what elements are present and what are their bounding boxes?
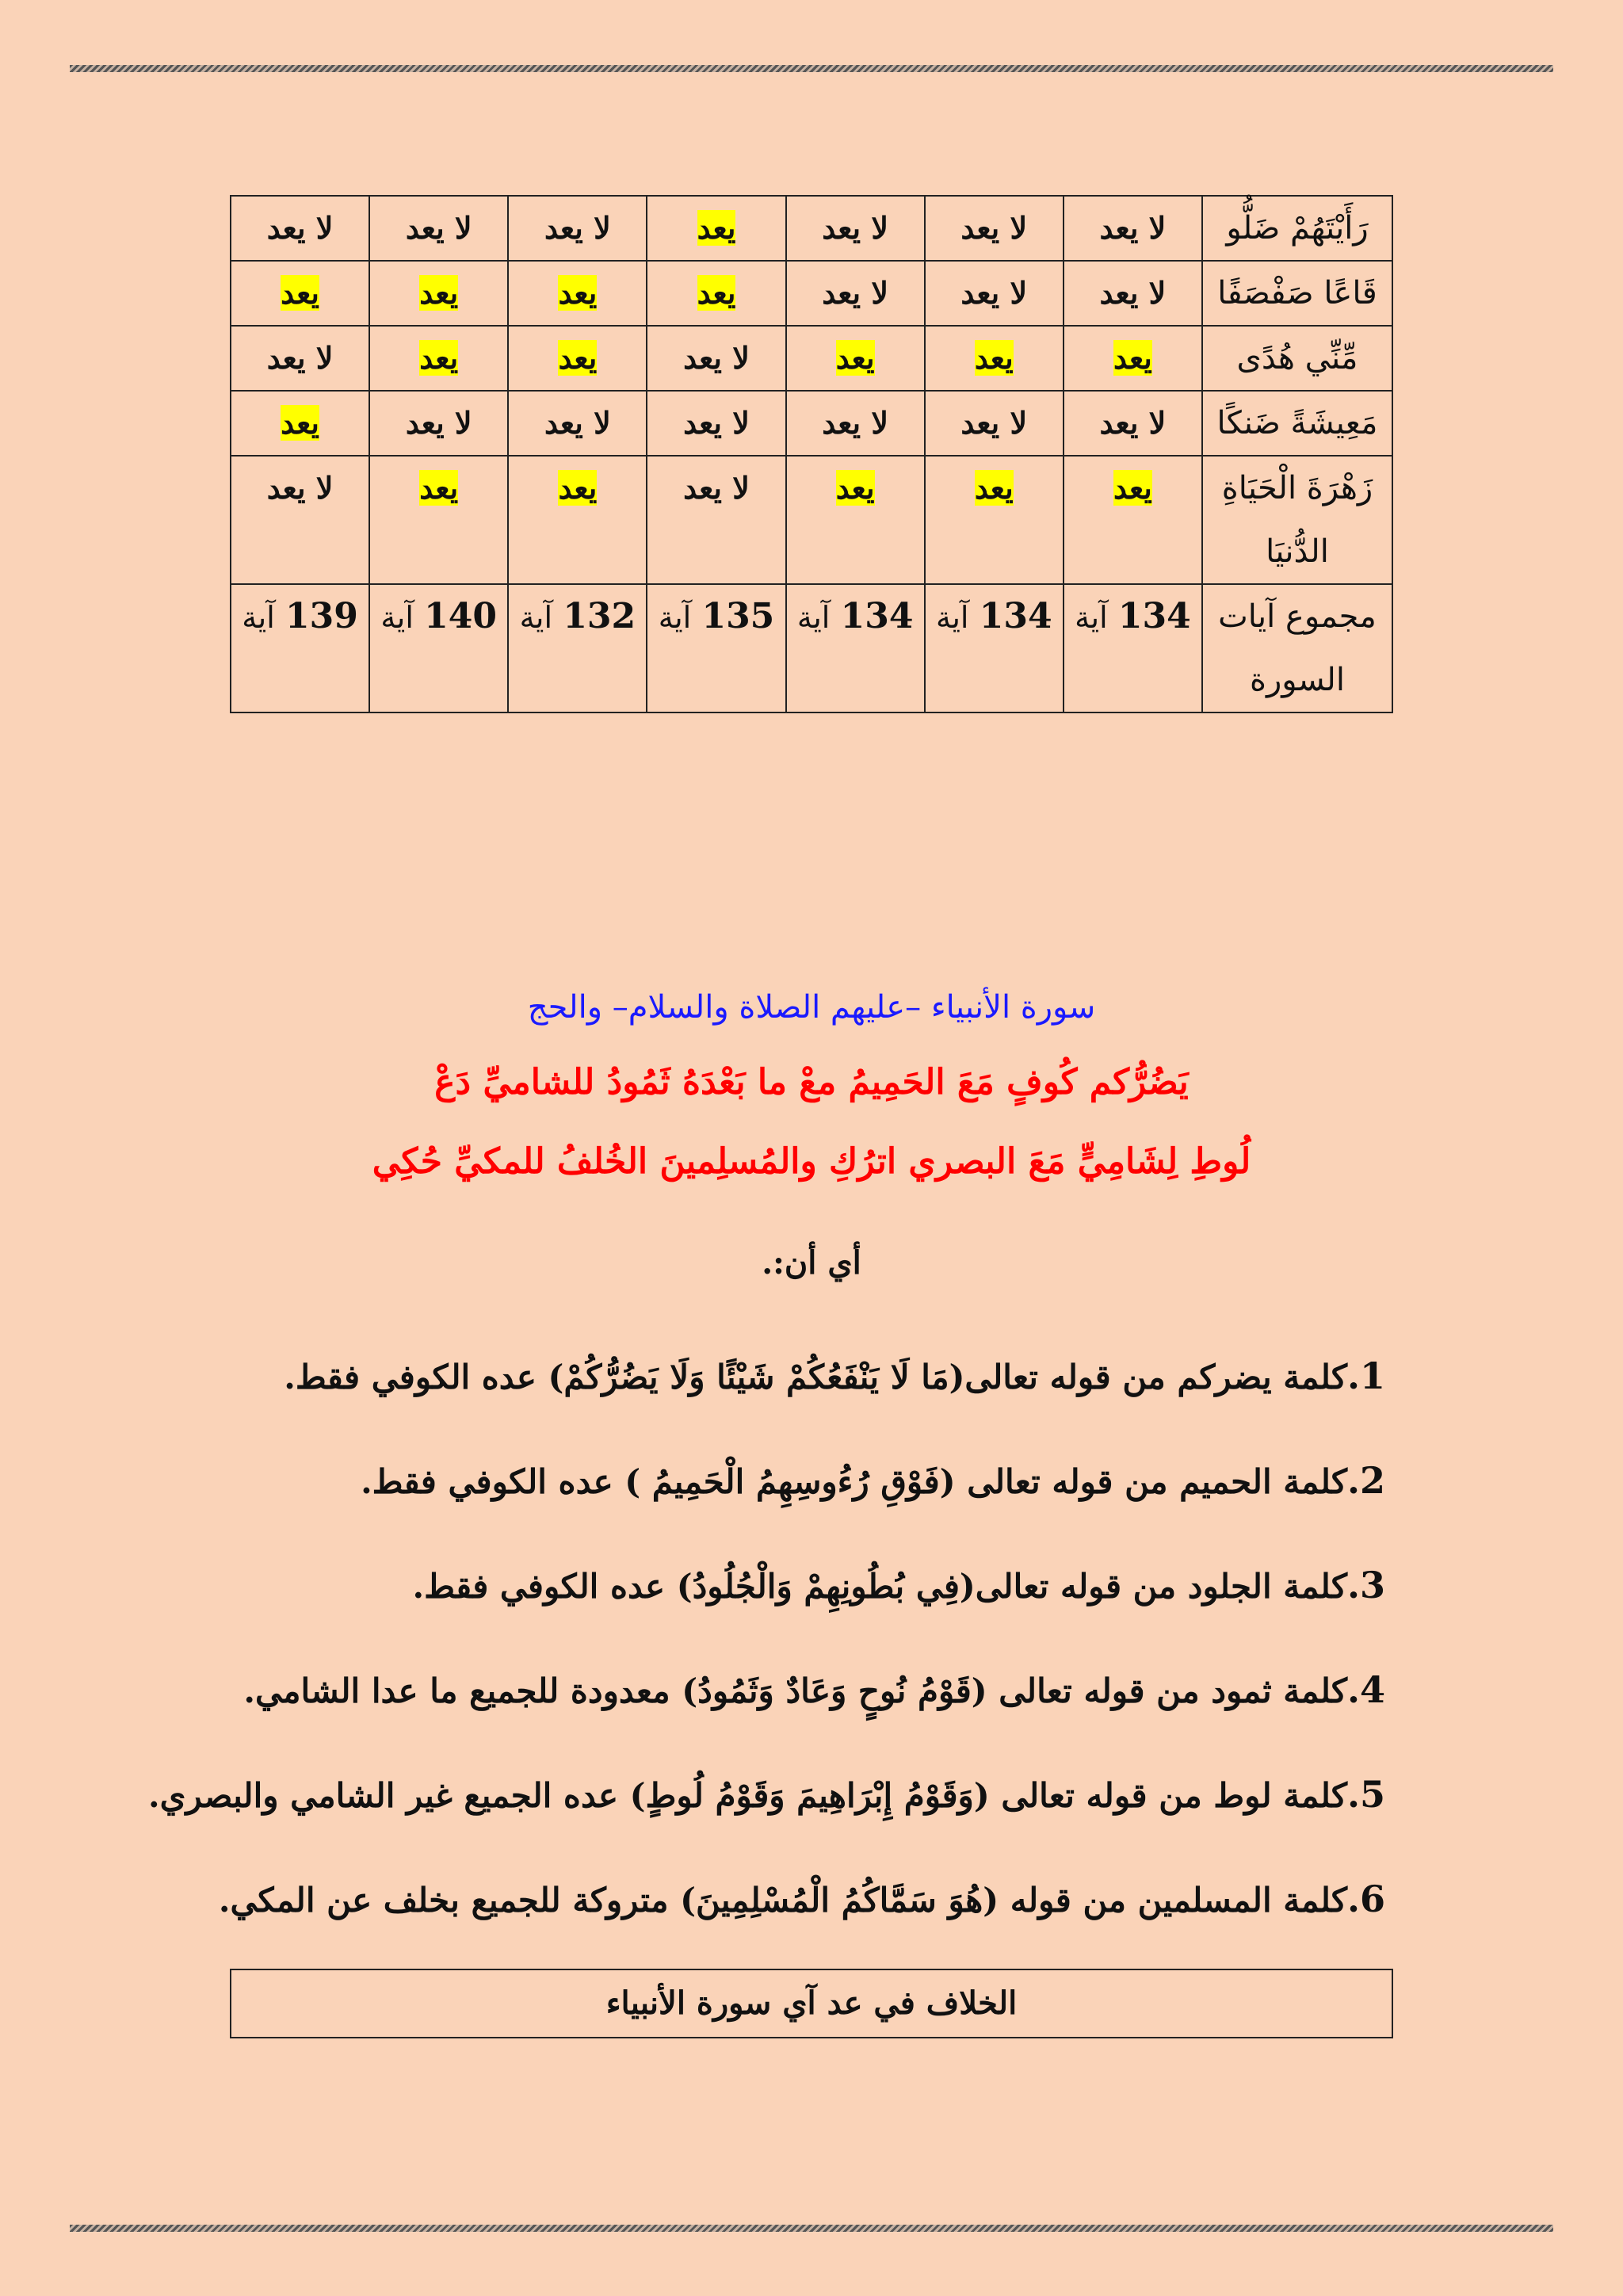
table-row [231, 326, 1392, 391]
count-cell [1064, 326, 1202, 391]
total-value: 139 [285, 596, 358, 636]
counted-marker: يعد [419, 275, 459, 311]
not-counted-marker: لا يعد [405, 210, 472, 246]
list-item: 6.كلمة المسلمين من قوله (هُوَ سَمَّاكُمُ الْمُسْلِمِينَ) متروكة للجميع بخلف عن المكي. [218, 1878, 1385, 1920]
verse-count-table [230, 195, 1393, 713]
count-cell [231, 326, 369, 391]
counted-marker: يعد [697, 275, 736, 311]
counted-marker: يعد [1113, 470, 1152, 506]
count-cell [786, 196, 925, 261]
total-cell [925, 584, 1064, 712]
count-cell [1064, 391, 1202, 456]
counted-marker: يعد [697, 210, 736, 246]
total-value: 134 [1117, 596, 1191, 636]
count-cell [369, 391, 508, 456]
counted-marker: يعد [558, 275, 598, 311]
not-counted-marker: لا يعد [266, 210, 334, 246]
list-item: 1.كلمة يضركم من قوله تعالى(مَا لَا يَنْفَعُكُمْ شَيْئًا وَلَا يَضُرُّكُمْ) عده الكوفي فقط. [284, 1354, 1385, 1397]
not-counted-marker: لا يعد [266, 470, 334, 506]
row-label: رَأَيْتَهُمْ ضَلُّو [1202, 196, 1392, 261]
not-counted-marker: لا يعد [544, 405, 611, 441]
count-cell [369, 261, 508, 326]
counted-marker: يعد [419, 340, 459, 376]
list-item: 5.كلمة لوط من قوله تعالى (وَقَوْمُ إِبْرَاهِيمَ وَقَوْمُ لُوطٍ) عده الجميع غير الشامي والبصري. [148, 1773, 1385, 1816]
count-cell [925, 196, 1064, 261]
explanation-list [148, 1324, 1385, 1951]
total-value: 140 [424, 596, 498, 636]
not-counted-marker: لا يعد [822, 210, 889, 246]
not-counted-marker: لا يعد [960, 210, 1028, 246]
count-cell [231, 391, 369, 456]
list-item: 4.كلمة ثمود من قوله تعالى (قَوْمُ نُوحٍ وَعَادٌ وَثَمُودُ) معدودة للجميع ما عدا الشامي. [243, 1668, 1385, 1711]
total-unit: آية [380, 600, 414, 635]
not-counted-marker: لا يعد [544, 210, 611, 246]
not-counted-marker: لا يعد [1099, 405, 1167, 441]
total-cell [231, 584, 369, 712]
count-cell [508, 391, 647, 456]
not-counted-marker: لا يعد [683, 340, 750, 376]
counted-marker: يعد [281, 405, 319, 441]
counted-marker: يعد [419, 470, 459, 506]
count-cell [231, 456, 369, 584]
count-cell [231, 196, 369, 261]
not-counted-marker: لا يعد [960, 275, 1028, 311]
count-cell [786, 261, 925, 326]
list-item: 2.كلمة الحميم من قوله تعالى (فَوْقِ رُءُوسِهِمُ الْحَمِيمُ ) عده الكوفي فقط. [361, 1459, 1385, 1502]
counted-marker: يعد [974, 340, 1014, 376]
total-cell [369, 584, 508, 712]
total-unit: آية [1075, 600, 1108, 635]
counted-marker: يعد [281, 275, 319, 311]
not-counted-marker: لا يعد [1099, 210, 1167, 246]
count-cell [1064, 196, 1202, 261]
total-value: 135 [701, 596, 775, 636]
not-counted-marker: لا يعد [683, 405, 750, 441]
count-cell [647, 456, 785, 584]
total-value: 134 [979, 596, 1052, 636]
count-cell [925, 391, 1064, 456]
count-cell [508, 196, 647, 261]
total-cell [647, 584, 785, 712]
counted-marker: يعد [835, 470, 875, 506]
total-value: 132 [563, 596, 636, 636]
row-label: مَعِيشَةً ضَنكًا [1202, 391, 1392, 456]
not-counted-marker: لا يعد [266, 340, 334, 376]
count-cell [369, 196, 508, 261]
count-cell [647, 391, 785, 456]
counted-marker: يعد [835, 340, 875, 376]
total-cell [1064, 584, 1202, 712]
table-row [231, 196, 1392, 261]
counted-marker: يعد [974, 470, 1014, 506]
counted-marker: يعد [558, 470, 598, 506]
bottom-border [70, 2225, 1553, 2232]
count-cell [231, 261, 369, 326]
section-heading-box: الخلاف في عد آي سورة الأنبياء [230, 1969, 1393, 2038]
count-cell [925, 261, 1064, 326]
count-cell [369, 456, 508, 584]
total-unit: آية [658, 600, 692, 635]
count-cell [1064, 261, 1202, 326]
total-label: مجموع آيات السورة [1202, 584, 1392, 712]
count-cell [647, 326, 785, 391]
row-label: قَاعًا صَفْصَفًا [1202, 261, 1392, 326]
total-unit: آية [935, 600, 969, 635]
total-cell [508, 584, 647, 712]
total-unit: آية [796, 600, 831, 635]
total-value: 134 [840, 596, 914, 636]
total-unit: آية [519, 600, 553, 635]
count-cell [925, 456, 1064, 584]
counted-marker: يعد [1113, 340, 1152, 376]
counted-marker: يعد [558, 340, 598, 376]
verse-line-1: يَضُرُّكم كُوفٍ مَعَ الحَمِيمُ معْ ما بَعْدَهُ ثَمُودُ للشاميِّ دَعْ [434, 1062, 1189, 1102]
not-counted-marker: لا يعد [822, 405, 889, 441]
row-label: مِّنِّي هُدًى [1202, 326, 1392, 391]
intro-text: أي أن:. [762, 1244, 861, 1282]
count-cell [786, 456, 925, 584]
not-counted-marker: لا يعد [405, 405, 472, 441]
not-counted-marker: لا يعد [822, 275, 889, 311]
table-row [231, 261, 1392, 326]
count-cell [508, 326, 647, 391]
table-row [231, 456, 1392, 584]
row-label: زَهْرَةَ الْحَيَاةِ الدُّنيَا [1202, 456, 1392, 584]
count-cell [786, 326, 925, 391]
total-row [231, 584, 1392, 712]
not-counted-marker: لا يعد [960, 405, 1028, 441]
not-counted-marker: لا يعد [1099, 275, 1167, 311]
count-cell [369, 326, 508, 391]
list-item: 3.كلمة الجلود من قوله تعالى(فِي بُطُونِهِمْ وَالْجُلُودُ) عده الكوفي فقط. [412, 1564, 1385, 1606]
top-border [70, 65, 1553, 72]
table-row [231, 391, 1392, 456]
not-counted-marker: لا يعد [683, 470, 750, 506]
verse-line-2: لُوطِ لِشَامِيٍّ مَعَ البصري اترُكِ والمُسلِمينَ الخُلفُ للمكيِّ حُكِي [372, 1141, 1251, 1182]
count-cell [925, 326, 1064, 391]
total-unit: آية [242, 600, 275, 635]
surah-title: سورة الأنبياء –عليهم الصلاة والسلام– والحج [527, 989, 1096, 1026]
count-cell [1064, 456, 1202, 584]
total-cell [786, 584, 925, 712]
count-cell [786, 391, 925, 456]
count-cell [508, 456, 647, 584]
count-cell [647, 196, 785, 261]
count-cell [647, 261, 785, 326]
count-cell [508, 261, 647, 326]
